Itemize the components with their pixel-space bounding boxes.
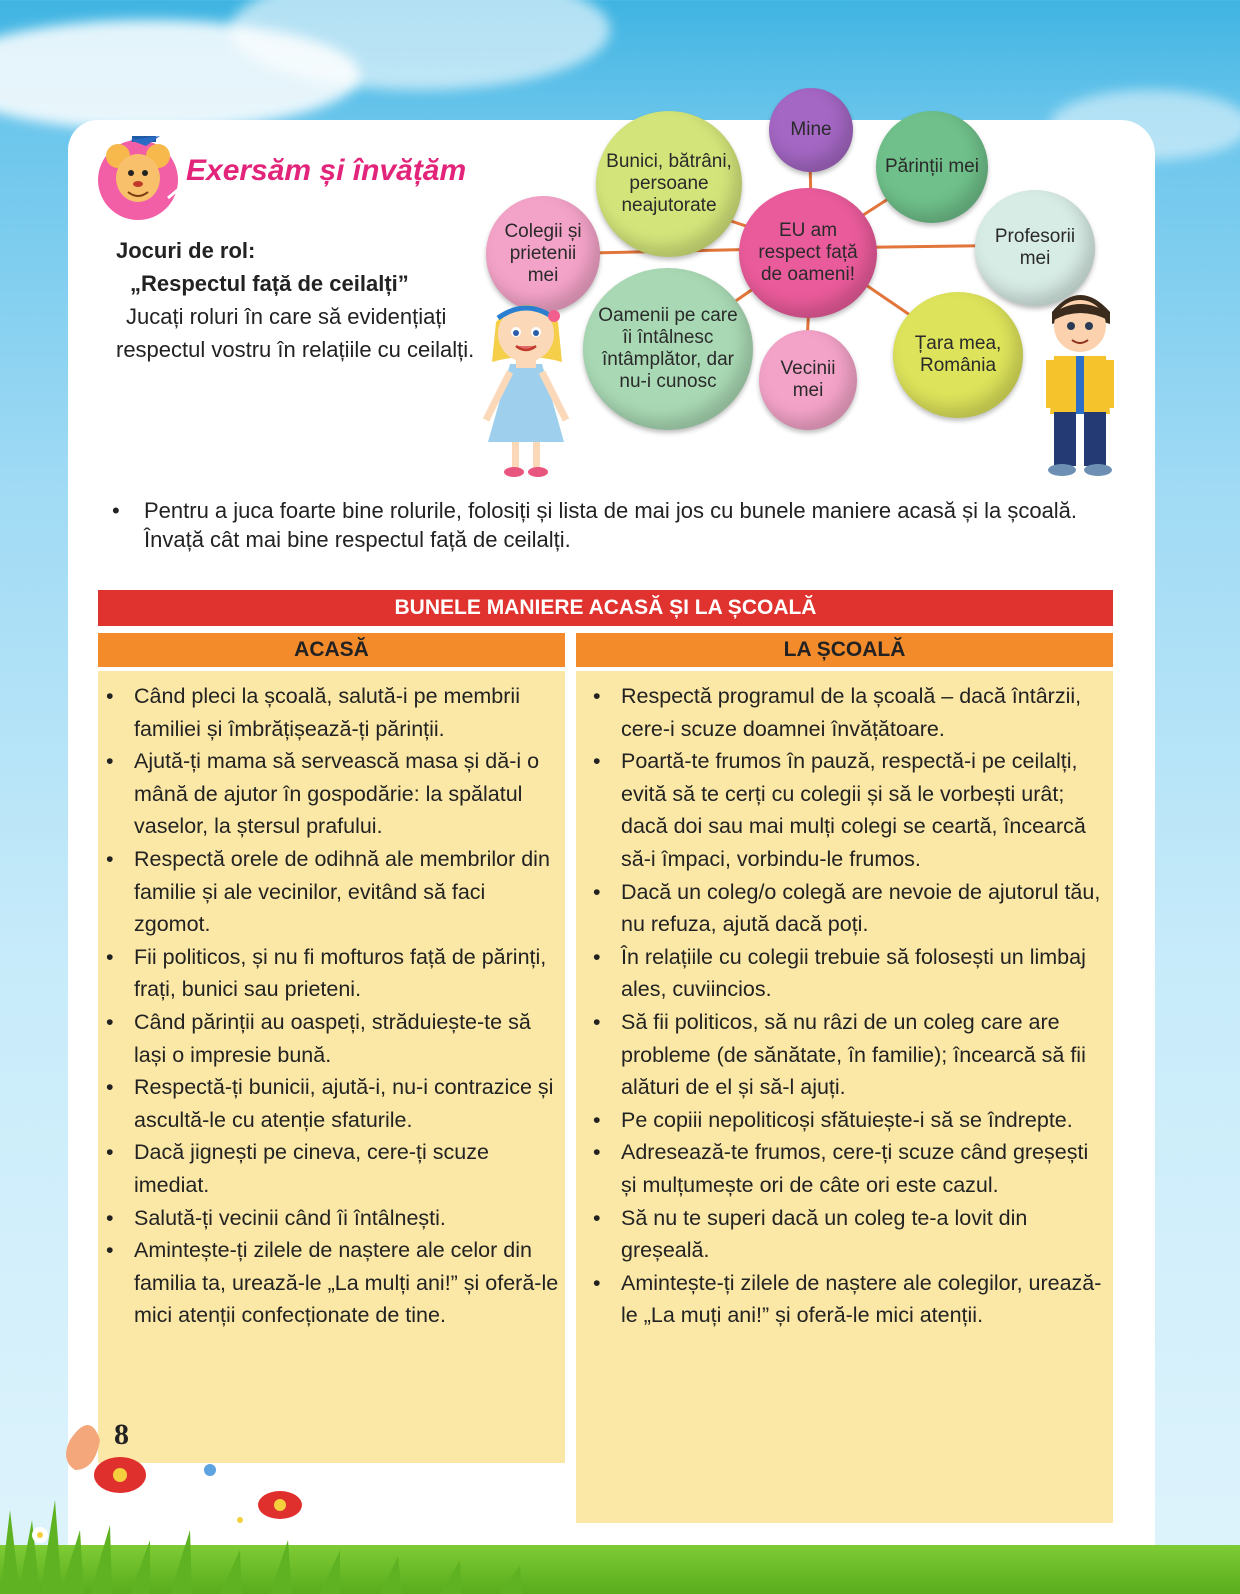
school-manners-list xyxy=(576,671,1113,1332)
list-item: • În relațiile cu colegii trebuie să folosești un limbaj ales, cuviincios. xyxy=(591,941,1109,1006)
manners-table-title: BUNELE MANIERE ACASĂ ȘI LA ȘCOALĂ xyxy=(98,590,1113,626)
diagram-node-country: Țara mea, România xyxy=(893,292,1023,418)
home-column xyxy=(98,671,565,1463)
intro-instruction xyxy=(112,496,1122,554)
diagram-node-colleagues: Colegii și prietenii mei xyxy=(486,196,600,312)
boy-illustration xyxy=(1040,284,1120,478)
page-number: 8 xyxy=(114,1418,129,1451)
list-item: • Să nu te superi dacă un coleg te-a lovit din greșeală. xyxy=(591,1202,1109,1267)
diagram-node-center: EU am respect față de oameni! xyxy=(739,188,877,318)
list-item: • Amintește-ți zilele de naștere ale celor din familia ta, urează-le „La mulți ani!” și oferă-le mici atenții confecționate de tine. xyxy=(104,1234,559,1332)
list-item: • Respectă-ți bunicii, ajută-i, nu-i contrazice și ascultă-le cu atenție sfaturile. xyxy=(104,1071,559,1136)
list-item: • Amintește-ți zilele de naștere ale colegilor, urează-le „La muți ani!” și oferă-le mici atenții. xyxy=(591,1267,1109,1332)
diagram-node-parents: Părinții mei xyxy=(876,111,988,223)
bullet-marker: • xyxy=(112,498,120,523)
list-item: • Dacă jignești pe cineva, cere-ți scuze imediat. xyxy=(104,1136,559,1201)
diagram-node-teachers: Profesorii mei xyxy=(975,190,1095,306)
list-item: • Salută-ți vecinii când îi întâlnești. xyxy=(104,1202,559,1235)
diagram-node-neighbors: Vecinii mei xyxy=(759,330,857,430)
page-title: Exersăm și învățăm xyxy=(186,154,467,187)
list-item: • Când pleci la școală, salută-i pe membrii familiei și îmbrățișează-ți părinții. xyxy=(104,680,559,745)
list-item: • Pe copiii nepoliticoși sfătuiește-i să se îndrepte. xyxy=(591,1104,1109,1137)
list-item: • Respectă programul de la școală – dacă întârzii, cere-i scuze doamnei învățătoare. xyxy=(591,680,1109,745)
meadow-decoration xyxy=(0,1400,560,1594)
role-play-description: Jucați roluri în care să evidențiați respectul vostru în relațiile cu ceilalți. xyxy=(116,304,475,362)
diagram-node-grandparents: Bunici, bătrâni, persoane neajutorate xyxy=(596,111,742,257)
school-column-header: LA ȘCOALĂ xyxy=(576,633,1113,667)
role-play-quote: „Respectul față de ceilalți” xyxy=(130,271,409,296)
list-item: • Când părinții au oaspeți, străduiește-te să lași o impresie bună. xyxy=(104,1006,559,1071)
intro-text: Pentru a juca foarte bine rolurile, folosiți și lista de mai jos cu bunele maniere acasă și la școală. Învață cât mai bine respectul față de ceilalți. xyxy=(144,498,1078,552)
list-item: • Respectă orele de odihnă ale membrilor din familie și ale vecinilor, evitând să faci zgomot. xyxy=(104,843,559,941)
home-column-header: ACASĂ xyxy=(98,633,565,667)
girl-illustration xyxy=(476,292,576,478)
diagram-node-me: Mine xyxy=(769,88,853,172)
list-item: • Ajută-ți mama să servească masa și dă-i o mână de ajutor în gospodărie: la spălatul vaselor, la ștersul prafului. xyxy=(104,745,559,843)
list-item: • Adresează-te frumos, cere-ți scuze când greșești și mulțumește ori de câte ori este cazul. xyxy=(591,1136,1109,1201)
diagram-node-strangers: Oamenii pe care îi întâlnesc întâmplător, dar nu-i cunosc xyxy=(583,268,753,430)
list-item: • Fii politicos, și nu fi mofturos față de părinți, frați, bunici sau prieteni. xyxy=(104,941,559,1006)
role-play-label: Jocuri de rol: xyxy=(116,238,256,263)
list-item: • Poartă-te frumos în pauză, respectă-i pe ceilalți, evită să te cerți cu colegii și să le vorbești urât; dacă doi sau mai mulți colegi se ceartă, încearcă să-i împaci, vorbindu-le frumos. xyxy=(591,745,1109,875)
list-item: • Să fii politicos, să nu râzi de un coleg care are probleme (de sănătate, în familie); încearcă să fii alături de el și să-l ajuți. xyxy=(591,1006,1109,1104)
home-manners-list xyxy=(98,671,565,1332)
list-item: • Dacă un coleg/o colegă are nevoie de ajutorul tău, nu refuza, ajută dacă poți. xyxy=(591,876,1109,941)
school-column xyxy=(576,671,1113,1523)
